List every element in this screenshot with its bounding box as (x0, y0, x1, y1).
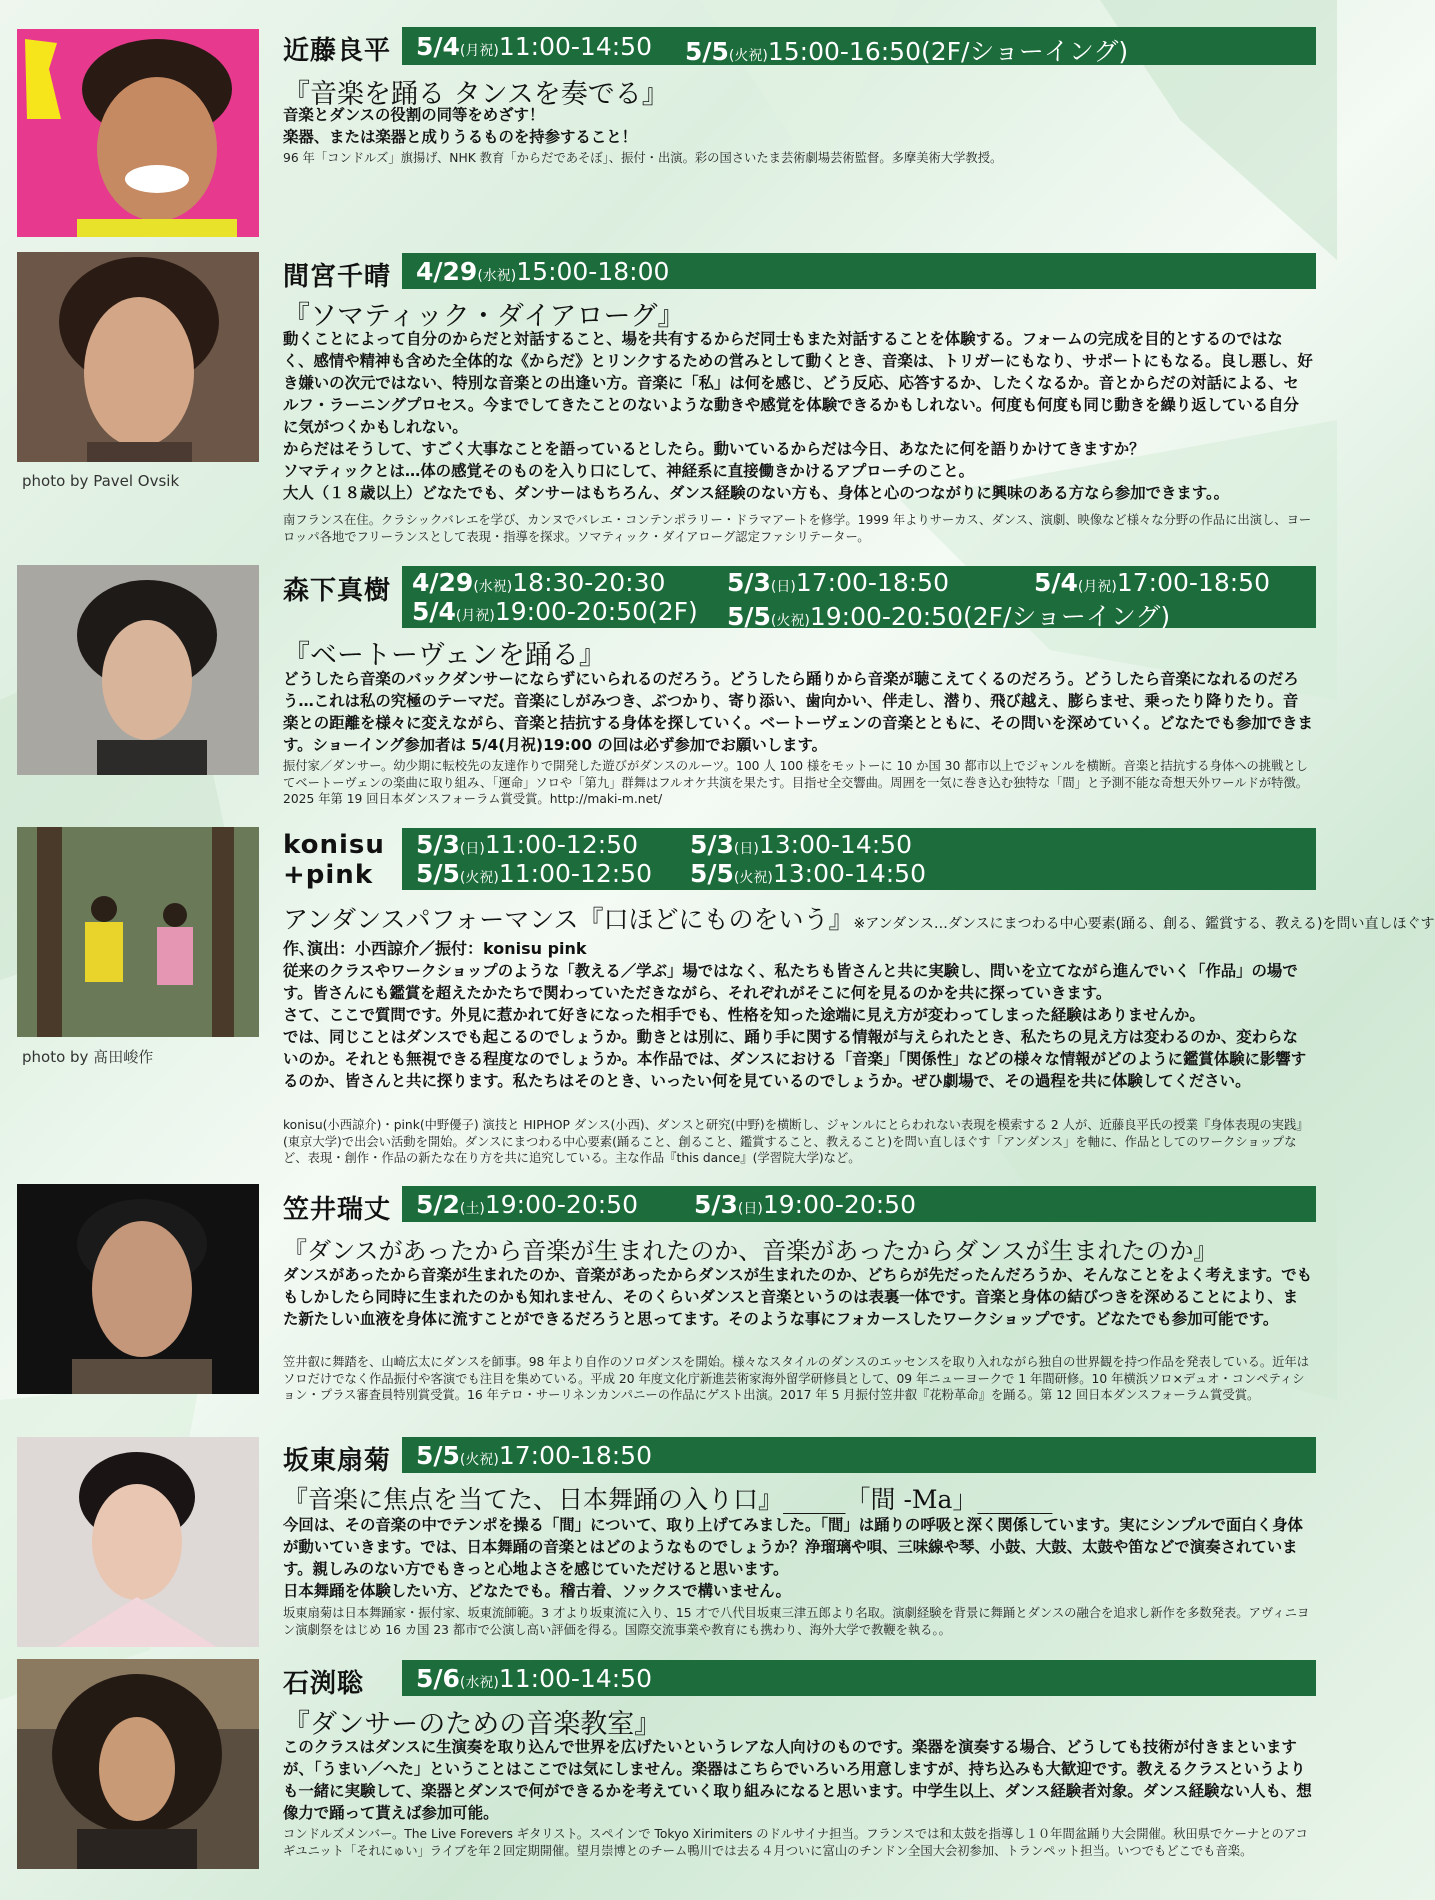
schedule-slot (685, 32, 1128, 68)
schedule-slot (1034, 568, 1270, 597)
slot-time: 19:00-20:50 (762, 1190, 916, 1219)
slot-time: 11:00-14:50 (498, 1664, 652, 1693)
slot-time: 11:00-12:50 (498, 859, 652, 888)
slot-day: (火祝) (770, 613, 810, 629)
slot-date: 5/5 (690, 859, 734, 888)
slot-date: 5/5 (727, 602, 771, 631)
schedule-slot (690, 859, 926, 888)
description-paragraph: 動くことによって自分のからだと対話すること、場を共有するからだ同士もまた対話することを体験する。フォームの完成を目的とするのではなく、感情や精神も含めた全体的な《からだ》とリンクするための営みとして動くとき、音楽は、トリガーにもなり、サポートにもなる。良し悪し、好き嫌いの次元ではない、特別な音楽との出逢い方。音楽に「私」は何を感じ、どう反応、応答するか、したくなるか。音とからだの対話による、セルフ・ラーニングプロセス。今までしてきたことのないような動きや感覚を体験できるかもしれない。何度も何度も同じ動きを繰り返している自分に気がつくかもしれない。 (283, 330, 1313, 436)
photo-ishibuchi (17, 1659, 259, 1869)
photo-credit: photo by Pavel Ovsik (22, 472, 180, 490)
description-paragraph: 今回は、その音楽の中でテンポを操る「間」について、取り上げてみました。「間」は踊りの呼吸と深く関係しています。実にシンプルで面白く身体が動いていきます。では、日本舞踊の音楽とはどのようなものでしょうか？浄瑠璃や唄、三味線や琴、小鼓、大鼓、太鼓や笛などで演奏されています。親しみのない方でもきっと心地よさを感じていただけると思います。 (283, 1516, 1303, 1578)
slot-day: (月祝) (459, 43, 499, 59)
schedule-slot (727, 568, 949, 597)
description-paragraph: 日本舞踊を体験したい方、どなたでも。稽古着、ソックスで構いません。 (283, 1582, 791, 1600)
bio: 南フランス在住。クラシックバレエを学び、カンヌでバレエ・コンテンポラリー・ドラマアートを修学。1999 年よりサーカス、ダンス、演劇、映像など様々な分野の作品に出演し、ヨーロッパ各地でフリーランスとして表現・指導を探求。ソマティック・ダイアローグ認定ファシリテーター。 (283, 513, 1312, 544)
schedule-slot (416, 859, 652, 888)
schedule-slot (416, 1664, 652, 1693)
workshop-title: 『音楽を踊る タンスを奏でる』 (283, 79, 669, 110)
description-paragraph: ソマティックとは…体の感覚そのものを入り口にして、神経系に直接働きかけるアプローチのこと。 (283, 462, 975, 480)
photo-kasai (17, 1184, 259, 1394)
title-text: アンダンスパフォーマンス『口ほどにものをいう』 (283, 905, 854, 934)
bio: 笠井叡に舞踏を、山崎広太にダンスを師事。98 年より自作のソロダンスを開始。様々なスタイルのダンスのエッセンスを取り入れながら独自の世界観を持つ作品を発表している。近年はソロだけでなく作品振付や客演でも注目を集めている。平成 20 年度文化庁新進芸術家海外留学研修員として、09 年ニューヨークで 1 年間研修。10 年横浜ソロ×デュオ・コンペティション・プラス審査員特別賞受賞。16 年テロ・サーリネンカンパニーの作品にゲスト出演。2017 年 5 月振付笠井叡『花粉革命』を踊る。第 12 回日本ダンスフォーラム賞受賞。 (283, 1355, 1310, 1402)
slot-date: 5/2 (416, 1190, 460, 1219)
slot-day: (日) (737, 1201, 763, 1217)
slot-date: 5/4 (416, 32, 460, 61)
slot-day: (土) (459, 1201, 485, 1217)
schedule-slot (416, 257, 669, 286)
description-paragraph: 大人（１８歳以上）どなたでも、ダンサーはもちろん、ダンス経験のない方も、身体と心のつながりに興味のある方なら参加できます。。 (283, 484, 1230, 502)
description-paragraph: 音楽とダンスの役割の同等をめざす！ (283, 106, 545, 124)
slot-date: 5/3 (727, 568, 771, 597)
photo-bando (17, 1437, 259, 1647)
slot-date: 5/6 (416, 1664, 460, 1693)
slot-time: 19:00-20:50(2F) (494, 597, 698, 626)
schedule-slot (416, 32, 652, 61)
schedule-slot (412, 568, 665, 597)
name-line: konisu (283, 830, 385, 860)
photo-morishita (17, 565, 259, 775)
schedule-slot (690, 830, 912, 859)
schedule-band (402, 566, 1316, 631)
slot-time: 11:00-14:50 (498, 32, 652, 61)
slot-day: (火祝) (459, 870, 499, 886)
instructor-name (283, 830, 385, 890)
slot-day: (月祝) (1077, 579, 1117, 595)
description-paragraph: さて、ここで質問です。外見に惹かれて好きになった相手でも、性格を知った途端に見え方が変わってしまった経験はありませんか。 (283, 1006, 1205, 1024)
description (283, 1514, 1313, 1602)
slot-date: 5/5 (416, 859, 460, 888)
slot-day: (日) (770, 579, 796, 595)
description-paragraph: ダンスがあったから音楽が生まれたのか、音楽があったからダンスが生まれたのか、どちらが先だったんだろうか、そんなことをよく考えます。でももしかしたら同時に生まれたのかも知れません、そのくらいダンスと音楽というのは表裏一体です。音楽と身体の結びつきを深めることにより、また新たしい血液を身体に流すことができるだろうと思ってます。そのような事にフォカースしたワークショップです。どなたでも参加可能です。 (283, 1266, 1313, 1328)
schedule-band (402, 828, 1316, 890)
slot-time: 17:00-18:50 (795, 568, 949, 597)
description (283, 1736, 1313, 1824)
schedule-slot (416, 830, 638, 859)
workshop-title: 『ソマティック・ダイアローグ』 (283, 301, 685, 332)
bio: 坂東扇菊は日本舞踊家・振付家、坂東流師範。3 才より坂東流に入り、15 才で八代目坂東三津五郎より名取。演劇経験を背景に舞踊とダンスの融合を追求し新作を多数発表。アヴィニヨン演劇祭をはじめ 16 カ国 23 都市で公演し高い評価を得る。国際交流事業や教育にも携わり、海外大学で教鞭を執る。。 (283, 1606, 1310, 1637)
slot-date: 5/5 (416, 1441, 460, 1470)
schedule-band (402, 1660, 1316, 1696)
slot-day: (火祝) (459, 1452, 499, 1468)
bio: 振付家／ダンサー。幼少期に転校先の友達作りで開発した遊びがダンスのルーツ。100 人 100 様をモットーに 10 か国 30 都市以上でジャンルを横断。音楽と拮抗する身体への挑戦としてベートーヴェンの楽曲に取り組み、「運命」ソロや「第九」群舞はフルオケ共演を果たす。目指せ全交響曲。周囲を一気に巻き込む独特な「間」と予測不能な奇想天外ワールドが特徴。2025 年第 19 回日本ダンスフォーラム賞受賞。http://maki-m.net/ (283, 759, 1309, 806)
slot-day: (火祝) (733, 870, 773, 886)
slot-time: 17:00-18:50 (498, 1441, 652, 1470)
slot-date: 5/5 (685, 37, 729, 66)
schedule-slot (416, 1441, 652, 1470)
photo-mamiya (17, 252, 259, 462)
workshop-title (283, 900, 1435, 936)
slot-date: 4/29 (412, 568, 474, 597)
title-note: ※アンダンス…ダンスにまつわる中心要素(踊る、創る、鑑賞する、教える)を問い直しほぐす (853, 916, 1435, 932)
description-paragraph: では、同じことはダンスでも起こるのでしょうか。動きとは別に、踊り手に関する情報が与えられたとき、私たちの見え方は変わるのか、変わらないのか。それとも無視できる程度なのでしょうか。本作品では、ダンスにおける「音楽」「関係性」などの様々な情報がどのように鑑賞体験に影響するのか、皆さんと共に探ります。私たちはそのとき、いったい何を見ているのでしょうか。ぜひ劇場で、その過程を共に体験してください。 (283, 1028, 1307, 1090)
slot-day: (月祝) (455, 608, 495, 624)
description-paragraph: 楽器、または楽器と成りうるものを持参すること！ (283, 128, 637, 146)
description (283, 328, 1313, 504)
slot-time: 15:00-16:50(2F/ショーイング) (767, 37, 1129, 66)
instructor-name: 森下真樹 (283, 576, 392, 606)
slot-time: 13:00-14:50 (772, 859, 926, 888)
workshop-title: 『ベートーヴェンを踊る』 (283, 640, 606, 671)
description (283, 960, 1313, 1092)
description (283, 104, 1313, 148)
description-paragraph: 従来のクラスやワークショップのような「教える／学ぶ」場ではなく、私たちも皆さんと共に実験し、問いを立てながら進んでいく「作品」の場です。皆さんにも鑑賞を超えたかたちで関わっていただきながら、それぞれがそこに何を見るのかを共に探っていきます。 (283, 962, 1298, 1002)
bio: コンドルズメンバー。The Live Forevers ギタリスト。スペインで Tokyo Xirimiters のドルサイナ担当。フランスでは和太鼓を指導し１０年間盆踊り大会開催。秋田県でケーナとのアコギユニット「それにゅい」ライブを年２回定期開催。望月崇博とのチーム鴨川では去る４月ついに富山のチンドン全国大会初参加、トランペット担当。いつでもどこでも音楽。 (283, 1827, 1308, 1858)
slot-date: 5/3 (690, 830, 734, 859)
workshop-title: 『ダンスがあったから音楽が生まれたのか、音楽があったからダンスが生まれたのか』 (283, 1237, 1218, 1265)
slot-day: (水祝) (473, 579, 513, 595)
schedule-slot (412, 597, 698, 626)
schedule-slot (727, 597, 1170, 633)
slot-time: 17:00-18:50 (1116, 568, 1270, 597)
description-paragraph: からだはそうして、すごく大事なことを語っているとしたら。動いているからだは今日、あなたに何を語りかけてきますか？ (283, 440, 1145, 458)
instructor-name: 坂東扇菊 (283, 1446, 392, 1476)
schedule-band (402, 253, 1316, 289)
description (283, 668, 1313, 756)
description (283, 1264, 1313, 1330)
slot-date: 5/3 (694, 1190, 738, 1219)
slot-date: 5/4 (412, 597, 456, 626)
instructor-name: 笠井瑞丈 (283, 1195, 392, 1225)
slot-time: 15:00-18:00 (516, 257, 670, 286)
photo-kondo (17, 29, 259, 237)
slot-time: 18:30-20:30 (512, 568, 666, 597)
slot-date: 5/4 (1034, 568, 1078, 597)
schedule-slot (694, 1190, 916, 1219)
instructor-name: 石渕聡 (283, 1669, 365, 1699)
schedule-slot (416, 1190, 638, 1219)
schedule-band (402, 1186, 1316, 1222)
slot-time: 19:00-20:50(2F/ショーイング) (809, 602, 1171, 631)
photo-konisu-pink (17, 827, 259, 1037)
schedule-band (402, 27, 1316, 65)
schedule-band (402, 1437, 1316, 1473)
description-paragraph: どうしたら音楽のバックダンサーにならずにいられるのだろう。どうしたら踊りから音楽が聴こえてくるのだろう。どうしたら音楽になれるのだろう…これは私の究極のテーマだ。音楽にしがみつき、ぶつかり、寄り添い、歯向かい、伴走し、潜り、飛び越え、膨らませ、乗ったり降りたり。音楽との距離を様々に変えながら、音楽と拮抗する身体を探していく。ベートーヴェンの音楽とともに、その問いを深めていく。どなたでも参加できます。ショーイング参加者は 5/4(月祝)19:00 の回は必ず参加でお願いします。 (283, 670, 1313, 754)
slot-time: 19:00-20:50 (484, 1190, 638, 1219)
slot-day: (日) (459, 841, 485, 857)
slot-date: 5/3 (416, 830, 460, 859)
workshop-title: 『音楽に焦点を当てた、日本舞踊の入り口』_____「間 -Ma」______ (283, 1485, 1053, 1514)
bio: 96 年「コンドルズ」旗揚げ、NHK 教育「からだであそぼ」、振付・出演。彩の国さいたま芸術劇場芸術監督。多摩美術大学教授。 (283, 151, 1003, 165)
slot-time: 11:00-12:50 (484, 830, 638, 859)
slot-day: (火祝) (728, 48, 768, 64)
instructor-name: 間宮千晴 (283, 262, 392, 292)
slot-day: (日) (733, 841, 759, 857)
workshop-title: 『ダンサーのための音楽教室』 (283, 1709, 662, 1740)
slot-day: (水祝) (477, 268, 517, 284)
credits-line: 作､演出：小西諒介／振付：konisu pink (283, 939, 587, 958)
photo-credit: photo by 髙田峻作 (22, 1048, 154, 1066)
slot-time: 13:00-14:50 (758, 830, 912, 859)
slot-date: 4/29 (416, 257, 478, 286)
description-paragraph: このクラスはダンスに生演奏を取り込んで世界を広げたいというレアな人向けのものです。楽器を演奏する場合、どうしても技術が付きまといますが、「うまい／へた」ということはここでは気にしません。楽器はこちらでいろいろ用意しますが、持ち込みも大歓迎です。教えるクラスというよりも一緒に実験して、楽器とダンスで何ができるかを考えていく取り組みになると思います。中学生以上、ダンス経験者対象。ダンス経験ない人も、想像力で踊って貰えば参加可能。 (283, 1738, 1312, 1822)
name-line: +pink (283, 860, 374, 890)
bio: konisu(小西諒介)・pink(中野優子) 演技と HIPHOP ダンス(小西)、ダンスと研究(中野)を横断し、ジャンルにとらわれない表現を模索する 2 人が、近藤良平氏の授業『身体表現の実践』(東京大学)で出会い活動を開始。ダンスにまつわる中心要素(踊ること、創ること、鑑賞すること、教えること)を問い直しほぐす「アンダンス」を軸に、作品としてのワークショップなど、表現・創作・作品の新たな在り方を共に追究している。主な作品『this dance』(学習院大学)など。 (283, 1118, 1309, 1165)
instructor-name: 近藤良平 (283, 36, 392, 66)
slot-day: (水祝) (459, 1675, 499, 1691)
